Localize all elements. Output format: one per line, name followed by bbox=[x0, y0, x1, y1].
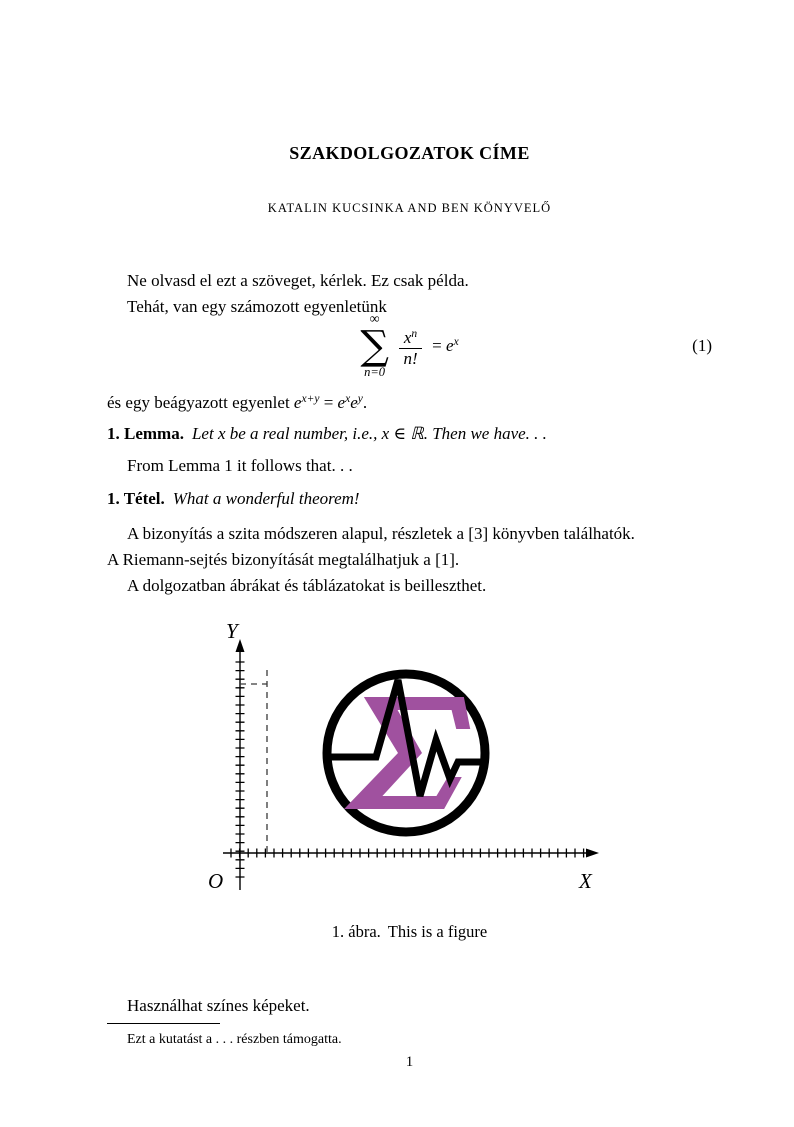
figure-caption-label: 1. ábra. bbox=[331, 922, 381, 941]
fraction-denominator: n! bbox=[403, 348, 418, 368]
paragraph-line: A dolgozatban ábrákat és táblázatokat is beilleszthet. bbox=[127, 576, 487, 595]
figure-plot bbox=[196, 616, 616, 910]
sigma-logo bbox=[327, 674, 485, 832]
sum-lower-limit: n=0 bbox=[364, 365, 386, 379]
theorem-label: 1. Tétel. bbox=[107, 489, 165, 508]
footnote-text: Ezt a kutatást a . . . részben támogatta. bbox=[127, 1032, 342, 1047]
y-axis-label: Y bbox=[226, 619, 238, 643]
paragraph-line: A Riemann-sejtés bizonyítását megtalálhatjuk a [1]. bbox=[107, 550, 460, 569]
equation-number: (1) bbox=[692, 336, 712, 355]
theorem-text: What a wonderful theorem! bbox=[172, 489, 360, 508]
fraction-numerator: $x^n$ bbox=[399, 324, 422, 349]
figure-caption bbox=[107, 922, 712, 942]
paper-title: SZAKDOLGOZATOK CÍME bbox=[289, 143, 530, 163]
footnote-rule bbox=[107, 1023, 220, 1024]
theorem-heading bbox=[107, 486, 712, 512]
paragraph-line: Ne olvasd el ezt a szöveget, kérlek. Ez csak példa. bbox=[127, 271, 469, 290]
paper-authors: KATALIN KUCSINKA AND BEN KÖNYVELŐ bbox=[267, 201, 552, 215]
paragraph-line: A bizonyítás a szita módszeren alapul, részletek a [3] könyvben találhatók. bbox=[127, 524, 635, 543]
paragraph-line: Használhat színes képeket. bbox=[127, 996, 310, 1015]
origin-label: O bbox=[208, 869, 224, 893]
figure-caption-text: This is a figure bbox=[387, 922, 488, 941]
paragraph-line: Tehát, van egy számozott egyenletünk bbox=[127, 297, 387, 316]
sum-upper-limit: ∞ bbox=[369, 312, 380, 327]
x-axis-label: X bbox=[579, 869, 592, 893]
lemma-heading bbox=[107, 421, 712, 447]
page-number: 1 bbox=[405, 1054, 414, 1070]
summation-symbol bbox=[360, 313, 389, 379]
x-axis-arrow-icon bbox=[586, 849, 599, 858]
fraction bbox=[399, 324, 422, 369]
display-equation bbox=[107, 310, 712, 382]
equation-rhs: = $e^x$ bbox=[432, 336, 459, 355]
lemma-text: Let x be a real number, i.e., x ∈ ℝ. Then we have. . . bbox=[191, 424, 547, 443]
sigma-operator: ∑ bbox=[360, 323, 389, 369]
lemma-label: 1. Lemma. bbox=[107, 424, 184, 443]
paragraph-line: és egy beágyazott egyenlet $e^{x+y} = e^xe^y$. bbox=[107, 393, 368, 412]
paragraph-line: From Lemma 1 it follows that. . . bbox=[127, 456, 353, 475]
